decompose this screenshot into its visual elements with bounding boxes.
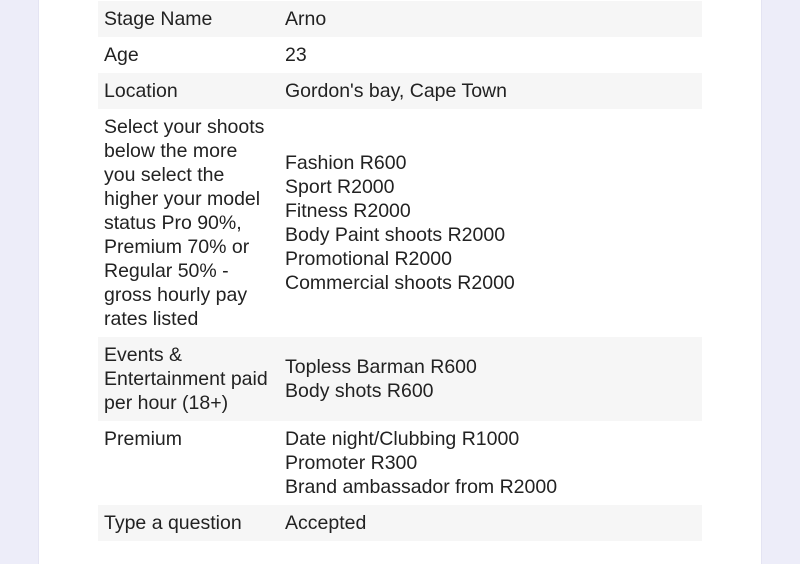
value-line: Promotional R2000 <box>285 248 452 270</box>
row-label-age: Age <box>104 44 139 66</box>
row-label-location: Location <box>104 80 178 102</box>
row-value-events <box>279 337 702 421</box>
table-row <box>98 73 702 109</box>
table-row <box>98 37 702 73</box>
row-label-stage-name: Stage Name <box>104 8 213 30</box>
row-value-stage-name <box>279 1 702 37</box>
table-row <box>98 505 702 541</box>
value-line: 23 <box>285 44 307 66</box>
table-row <box>98 421 702 505</box>
value-line: Promoter R300 <box>285 452 418 474</box>
row-value-shoots <box>279 109 702 337</box>
value-line: Accepted <box>285 512 367 534</box>
value-line: Brand ambassador from R2000 <box>285 476 558 498</box>
row-label-question: Type a question <box>104 512 242 534</box>
row-value-premium <box>279 421 702 505</box>
value-line: Body Paint shoots R2000 <box>285 224 506 246</box>
value-line: Date night/Clubbing R1000 <box>285 428 520 450</box>
value-line: Commercial shoots R2000 <box>285 272 515 294</box>
table-row <box>98 109 702 337</box>
value-line: Arno <box>285 8 327 30</box>
row-value-question <box>279 505 702 541</box>
row-label-shoots: Select your shoots below the more you select the higher your model status Pro 90%, Premium 70% or Regular 50% - gross hourly pay rates listed <box>104 116 265 330</box>
row-value-age <box>279 37 702 73</box>
value-line: Body shots R600 <box>285 380 434 402</box>
table-row <box>98 1 702 37</box>
value-line: Topless Barman R600 <box>285 356 477 378</box>
row-label-premium: Premium <box>104 428 183 450</box>
value-line: Sport R2000 <box>285 176 395 198</box>
row-label-events: Events & Entertainment paid per hour (18+) <box>104 344 268 414</box>
value-line: Gordon's bay, Cape Town <box>285 80 507 102</box>
value-line: Fitness R2000 <box>285 200 411 222</box>
model-details-table <box>98 1 702 541</box>
value-line: Fashion R600 <box>285 152 407 174</box>
row-value-location <box>279 73 702 109</box>
table-row <box>98 337 702 421</box>
